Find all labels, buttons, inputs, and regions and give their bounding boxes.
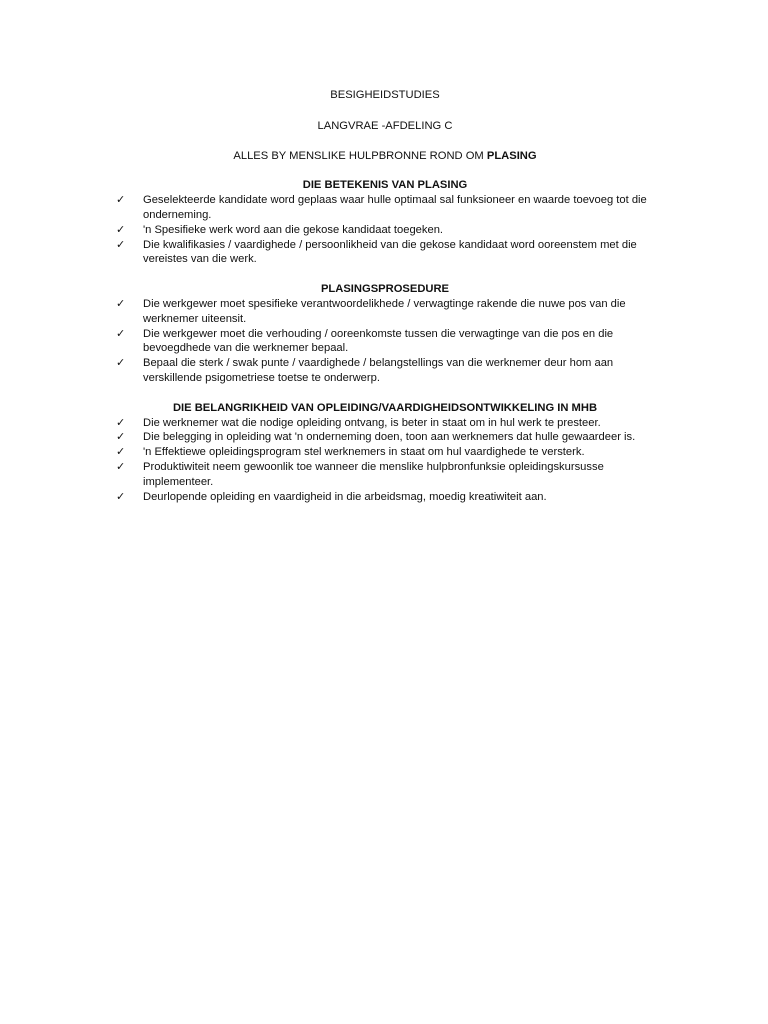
document-topic (116, 149, 654, 164)
check-icon: ✓ (116, 459, 126, 473)
document-title: BESIGHEIDSTUDIES (330, 89, 440, 101)
section-placement-procedure (116, 282, 654, 386)
checklist (116, 193, 654, 267)
list-item (116, 238, 654, 268)
check-icon: ✓ (116, 415, 126, 429)
check-icon: ✓ (116, 356, 126, 370)
list-item (116, 223, 654, 238)
check-icon: ✓ (116, 326, 126, 340)
check-icon: ✓ (116, 296, 126, 310)
checklist (116, 416, 654, 505)
list-item-text: Die werknemer wat die nodige opleiding ontvang, is beter in staat om in hul werk te presteer. (143, 416, 601, 429)
list-item (116, 430, 654, 445)
document-subtitle: LANGVRAE -AFDELING C (317, 119, 453, 132)
list-item-text: Bepaal die sterk / swak punte / vaardighede / belangstellings van die werknemer deur hom aan verskillende psigometriese toetse te onderwerp. (143, 357, 614, 384)
section-heading: DIE BELANGRIKHEID VAN OPLEIDING/VAARDIGHEIDSONTWIKKELING IN MHB (172, 401, 598, 414)
list-item (116, 193, 654, 223)
document-content (116, 88, 654, 504)
list-item (116, 297, 654, 327)
list-item-text: 'n Effektiewe opleidingsprogram stel werknemers in staat om hul vaardighede te versterk. (143, 446, 585, 459)
check-icon: ✓ (116, 193, 126, 207)
check-icon: ✓ (116, 430, 126, 444)
list-item-text: Die werkgewer moet spesifieke verantwoordelikhede / verwagtinge rakende die nuwe pos van die werknemer uiteensit. (143, 297, 626, 325)
section-meaning-of-placement (116, 178, 654, 267)
check-icon: ✓ (116, 222, 126, 236)
list-item-text: Die werkgewer moet die verhouding / ooreenkomste tussen die verwagtinge van die pos en die bevoegdhede van die werknemer bepaal. (143, 327, 614, 355)
checklist (116, 297, 654, 386)
list-item (116, 460, 654, 490)
check-icon: ✓ (116, 445, 126, 459)
section-heading: PLASINGSPROSEDURE (320, 283, 450, 296)
list-item (116, 356, 654, 386)
list-item-text: Die belegging in opleiding wat 'n onderneming doen, toon aan werknemers dat hulle gewaardeer is. (143, 431, 636, 444)
list-item-text: Produktiwiteit neem gewoonlik toe wanneer die menslike hulpbronfunksie opleidingskursusse implementeer. (143, 460, 604, 488)
list-item (116, 490, 654, 505)
list-item (116, 416, 654, 431)
list-item-text: Geselekteerde kandidate word geplaas waar hulle optimaal sal funksioneer en waarde toevoeg tot die onderneming. (143, 194, 647, 221)
topic-emphasis: PLASING (486, 149, 537, 162)
section-heading: DIE BETEKENIS VAN PLASING (302, 179, 468, 192)
list-item-text: Deurlopende opleiding en vaardigheid in die arbeidsmag, moedig kreatiwiteit aan. (143, 490, 547, 503)
check-icon: ✓ (116, 489, 126, 503)
list-item-text: 'n Spesifieke werk word aan die gekose kandidaat toegeken. (143, 223, 444, 236)
list-item (116, 327, 654, 357)
list-item (116, 445, 654, 460)
section-importance-of-training (116, 401, 654, 505)
topic-prefix: ALLES BY MENSLIKE HULPBRONNE ROND OM (233, 149, 487, 162)
list-item-text: Die kwalifikasies / vaardighede / persoonlikheid van die gekose kandidaat word ooreenstem met die vereistes van die werk. (143, 238, 637, 266)
check-icon: ✓ (116, 237, 126, 251)
